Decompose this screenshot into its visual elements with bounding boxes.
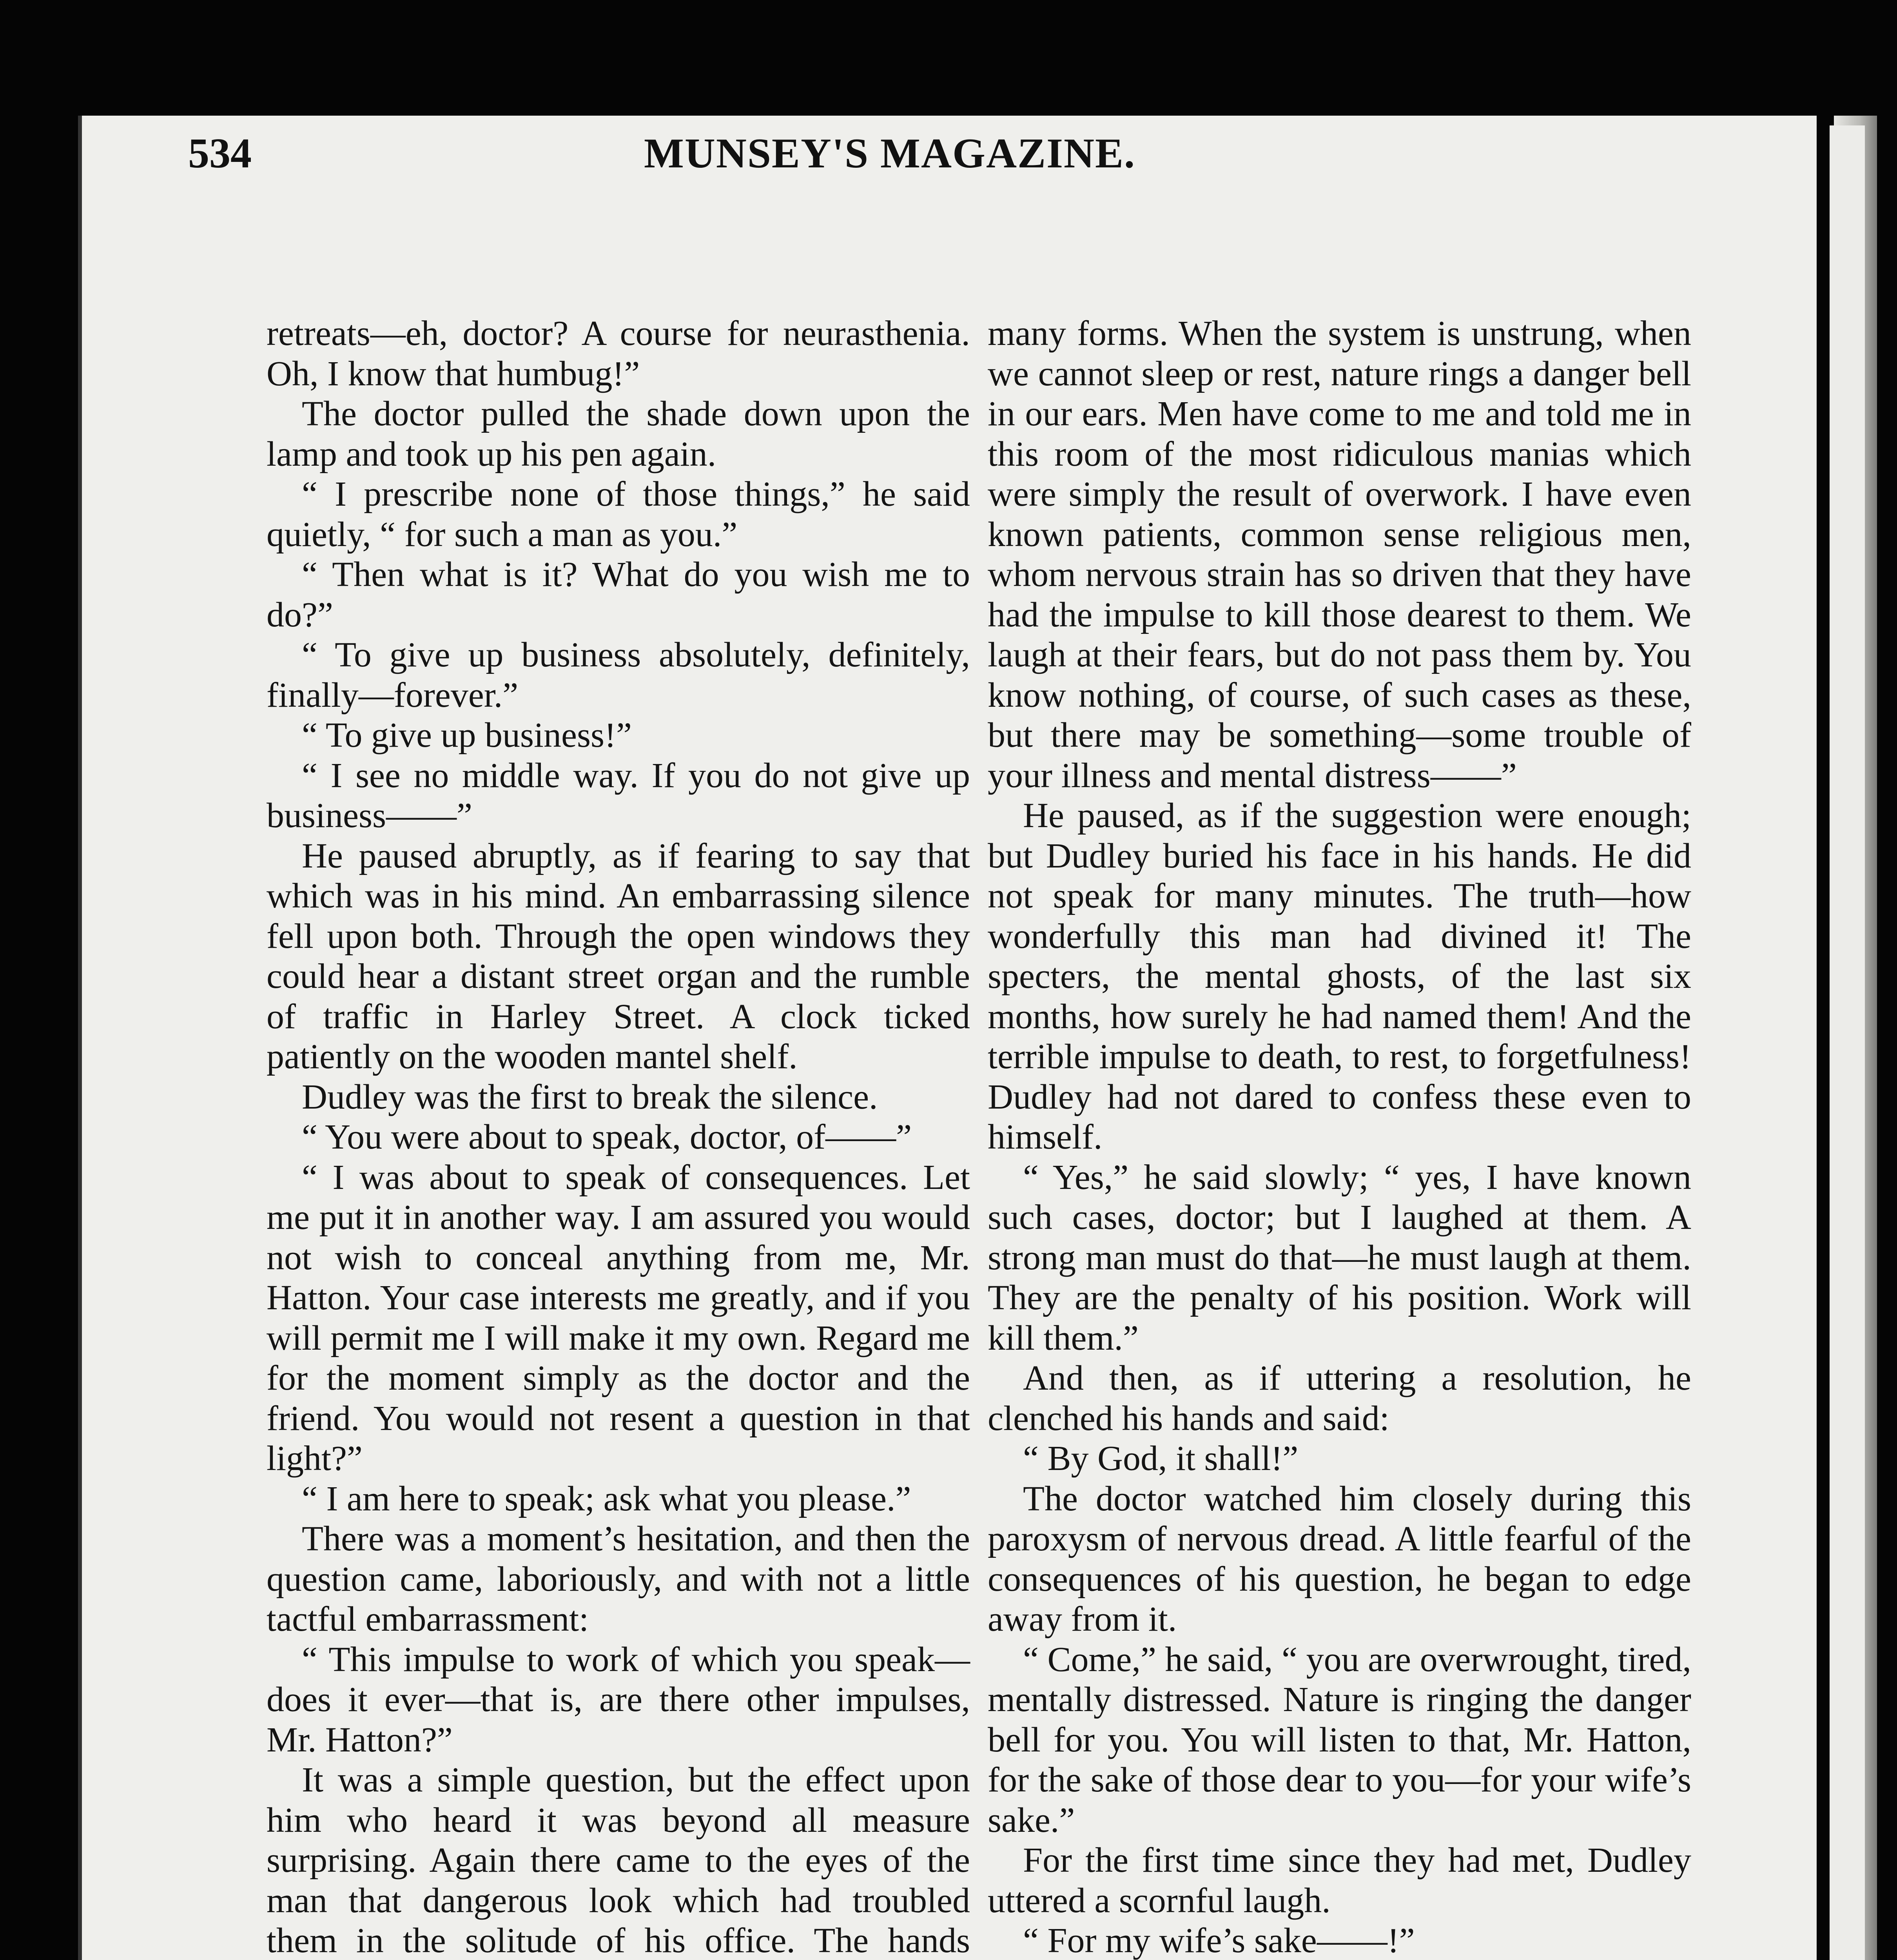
paragraph: “ To give up business absolutely, definitely, finally—forever.” xyxy=(267,635,970,715)
paragraph: “ I am here to speak; ask what you please.” xyxy=(302,1479,911,1518)
paragraph: “ Yes,” he said slowly; “ yes, I have known such cases, doctor; but I laughed at them. A strong man must do that—he must laugh at them. They are the penalty of his position. Work will kill them.” xyxy=(988,1158,1691,1357)
paragraph: He paused abruptly, as if fearing to say that which was in his mind. An embarrassing silence fell upon both. Through the open windows they could hear a distant street organ and the rumble of traffic in Harley Street. A clock ticked patiently on the wooden mantel shelf. xyxy=(267,836,970,1076)
running-head: MUNSEY'S MAGAZINE. xyxy=(644,130,1136,177)
paragraph: many forms. When the system is unstrung, when we cannot sleep or rest, nature rings a danger bell in our ears. Men have come to me and told me in this room of the most ridiculous manias which were simply the result of overwork. I have even known patients, common sense religious men, whom nervous strain has so driven that they have had the impulse to kill those dearest to them. We laugh at their fears, but do not pass them by. You know nothing, of course, of such cases as these, but there may be something—some trouble of your illness and mental distress——” xyxy=(988,314,1691,795)
paragraph: He paused, as if the suggestion were enough; but Dudley buried his face in his hands. He did not speak for many minutes. The truth—how wonderfully this man had divined it! The specters, the mental ghosts, of the last six months, how surely he had named them! And the terrible impulse to death, to rest, to forgetfulness! Dudley had not dared to confess these even to himself. xyxy=(988,796,1691,1156)
page-header xyxy=(188,129,1591,196)
paragraph: The doctor pulled the shade down upon the lamp and took up his pen again. xyxy=(267,394,970,474)
left-text-column xyxy=(267,314,970,1960)
paragraph: “ Then what is it? What do you wish me to do?” xyxy=(267,555,970,634)
paragraph: “ For my wife’s sake——!” xyxy=(1023,1921,1415,1960)
paragraph: “ Come,” he said, “ you are overwrought, tired, mentally distressed. Nature is ringing the danger bell for you. You will listen to that, Mr. Hatton, for the sake of those dear to you—for your wife’s sake.” xyxy=(988,1640,1691,1840)
paragraph: There was a moment’s hesitation, and then the question came, laboriously, and with not a little tactful embarrassment: xyxy=(267,1519,970,1639)
paragraph: “ You were about to speak, doctor, of——” xyxy=(302,1118,912,1156)
facing-page-edge xyxy=(1830,125,1865,1960)
paragraph: Dudley was the first to break the silence. xyxy=(302,1077,878,1116)
paragraph: “ To give up business!” xyxy=(302,716,632,755)
right-text-column xyxy=(988,314,1691,1960)
paragraph: “ By God, it shall!” xyxy=(1023,1439,1299,1478)
page-number: 534 xyxy=(188,130,252,177)
paragraph: “ This impulse to work of which you speak—does it ever—that is, are there other impulses, Mr. Hatton?” xyxy=(267,1640,970,1759)
paragraph: “ I was about to speak of consequences. Let me put it in another way. I am assured you would not wish to conceal anything from me, Mr. Hatton. Your case interests me greatly, and if you will permit me I will make it my own. Regard me for the moment simply as the doctor and the friend. You would not resent a question in that light?” xyxy=(267,1158,970,1478)
paragraph: “ I prescribe none of those things,” he said quietly, “ for such a man as you.” xyxy=(267,475,970,554)
paragraph: The doctor watched him closely during this paroxysm of nervous dread. A little fearful of the consequences of his question, he began to edge away from it. xyxy=(988,1479,1691,1639)
paragraph: It was a simple question, but the effect upon him who heard it was beyond all measure surprising. Again there came to the eyes of the man that dangerous look which had troubled them in the solitude of his office. The hands xyxy=(267,1760,970,1960)
paragraph: retreats—eh, doctor? A course for neurasthenia. Oh, I know that humbug!” xyxy=(267,314,970,393)
paragraph: And then, as if uttering a resolution, he clenched his hands and said: xyxy=(988,1359,1691,1438)
paragraph: For the first time since they had met, Dudley uttered a scornful laugh. xyxy=(988,1841,1691,1920)
paragraph: “ I see no middle way. If you do not give up business——” xyxy=(267,756,970,835)
